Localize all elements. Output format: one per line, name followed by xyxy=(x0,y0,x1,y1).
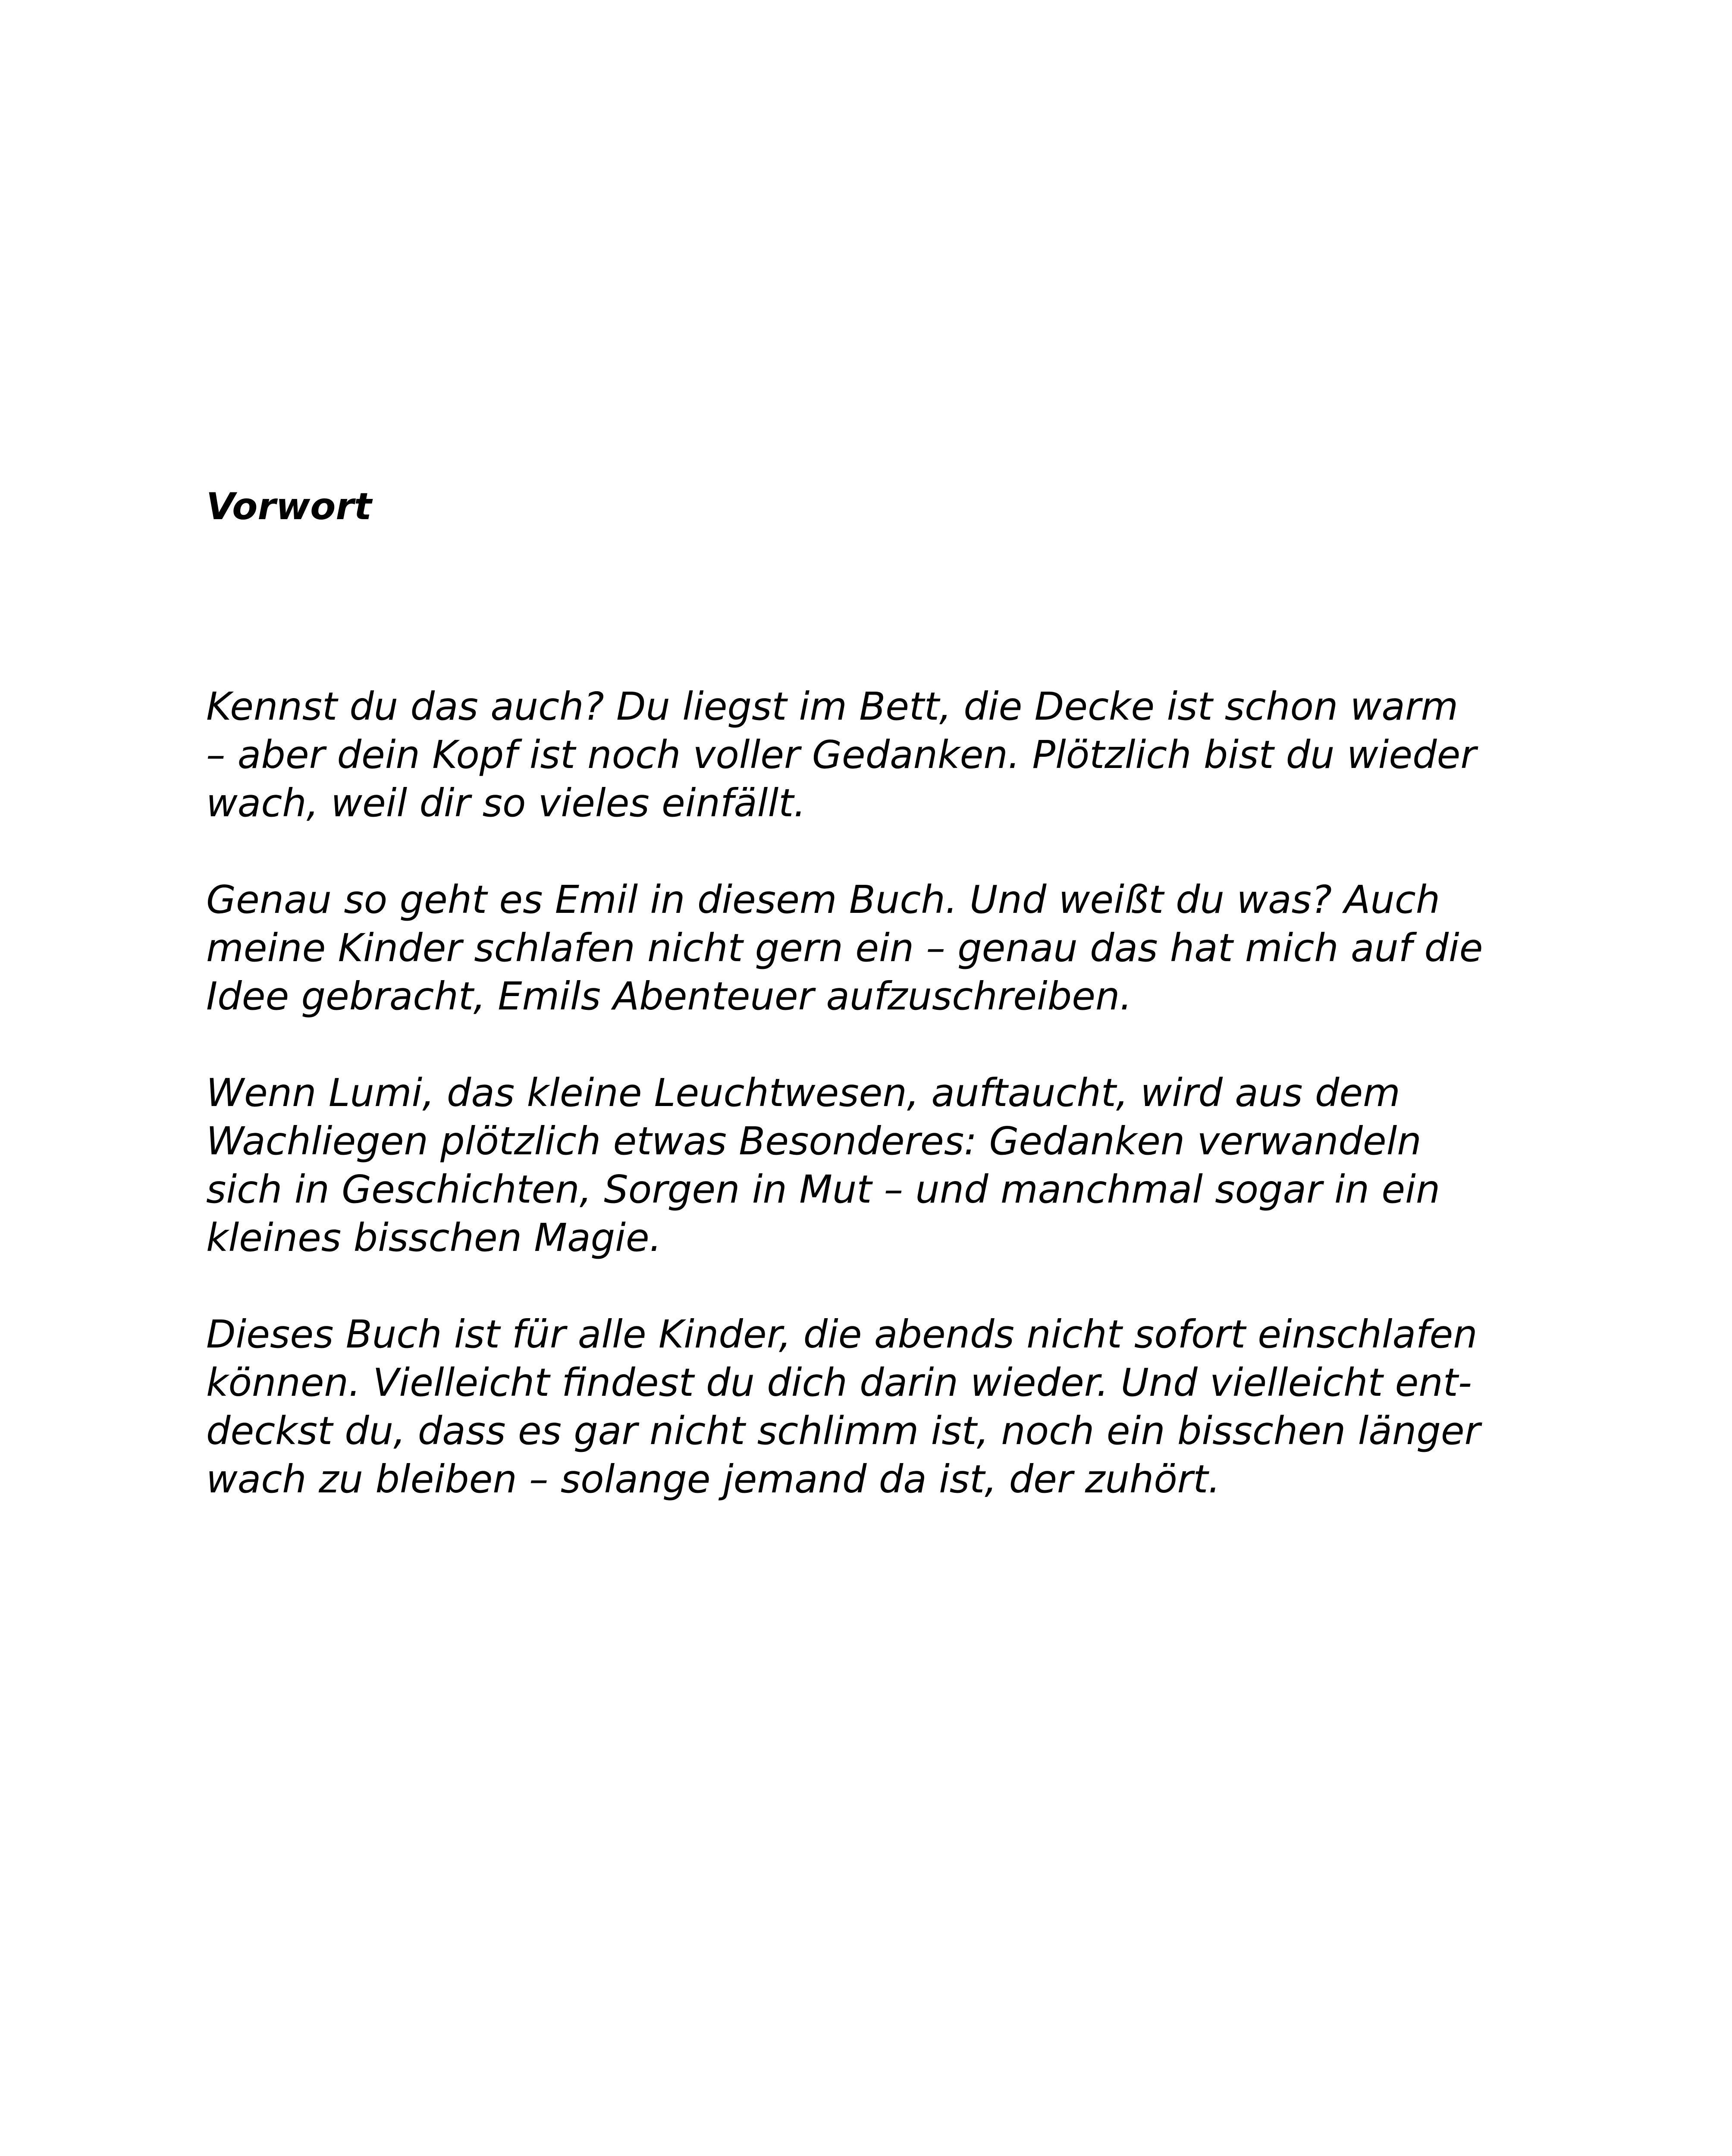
text-line: Idee gebracht, Emils Abenteuer aufzuschreiben. xyxy=(206,974,1132,1018)
text-line: Wenn Lumi, das kleine Leuchtwesen, auftaucht, wird aus dem xyxy=(206,1070,1400,1115)
text-line: können. Vielleicht findest du dich darin wieder. Und vielleicht ent- xyxy=(206,1360,1472,1405)
text-line: meine Kinder schlafen nicht gern ein – genau das hat mich auf die xyxy=(206,925,1483,970)
text-line: Wachliegen plötzlich etwas Besonderes: Gedanken verwandeln xyxy=(206,1119,1421,1163)
foreword-body xyxy=(206,682,1586,1551)
paragraph-4 xyxy=(206,1310,1586,1503)
text-line: wach zu bleiben – solange jemand da ist, der zuhört. xyxy=(206,1457,1221,1501)
text-line: Dieses Buch ist für alle Kinder, die abends nicht sofort einschlafen xyxy=(206,1312,1478,1357)
text-line: kleines bisschen Magie. xyxy=(206,1215,662,1260)
paragraph-1 xyxy=(206,682,1586,827)
paragraph-3 xyxy=(206,1069,1586,1262)
text-line: wach, weil dir so vieles einfällt. xyxy=(206,780,806,825)
text-line: Kennst du das auch? Du liegst im Bett, die Decke ist schon warm xyxy=(206,684,1459,729)
text-line: sich in Geschichten, Sorgen in Mut – und manchmal sogar in ein xyxy=(206,1167,1440,1212)
paragraph-2 xyxy=(206,875,1586,1020)
text-line: – aber dein Kopf ist noch voller Gedanken. Plötzlich bist du wieder xyxy=(206,732,1476,777)
text-line: deckst du, dass es gar nicht schlimm ist, noch ein bisschen länger xyxy=(206,1408,1481,1453)
text-line: Genau so geht es Emil in diesem Buch. Und weißt du was? Auch xyxy=(206,877,1440,922)
chapter-heading: Vorwort xyxy=(206,485,372,528)
